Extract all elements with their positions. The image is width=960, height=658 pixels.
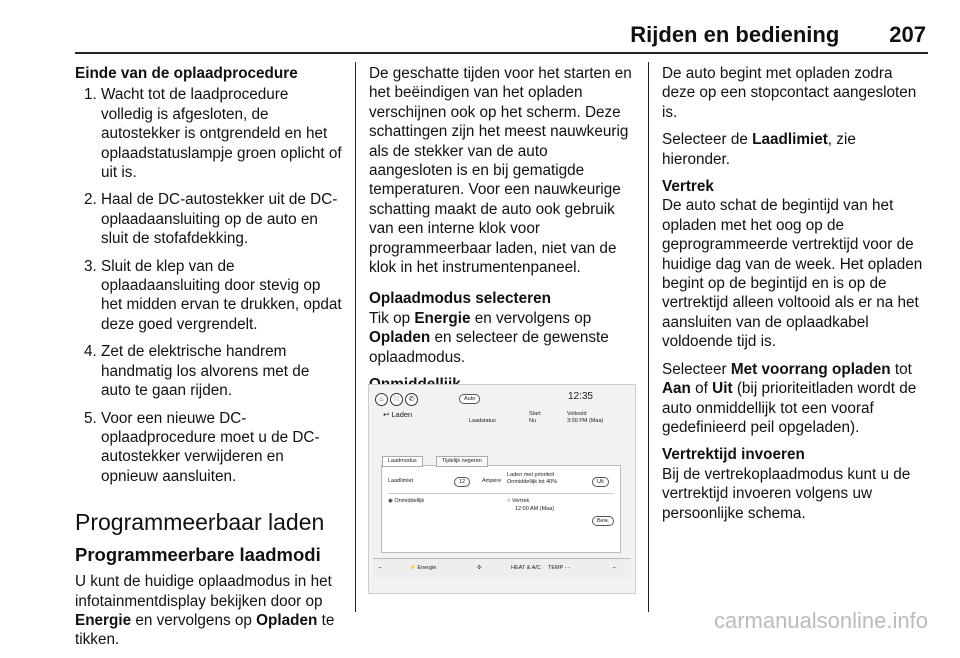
paragraph-laadlimiet: Selecteer de Laadlimiet, zie hieronder.	[662, 131, 856, 168]
heading-vertrek: Vertrek	[662, 178, 714, 196]
phone-icon: ✆	[405, 393, 418, 406]
step-3: 3. Sluit de klep van de oplaadaansluiting door stevig op het midden ervan te drukken, opdat deze goed vergrendelt.	[101, 257, 343, 335]
watermark: carmanualsonline.info	[713, 608, 928, 633]
screen-title: ↩ Laden	[383, 410, 413, 419]
screen-panel	[381, 458, 621, 553]
heading-laadmodi: Programmeerbare laadmodi	[75, 544, 321, 566]
screen-auto-button: Auto	[459, 394, 480, 404]
screen-uit-button: Uit	[592, 477, 609, 487]
screen-nu: Nu	[529, 418, 537, 424]
screen-voltooid-value: 3:00 PM (Maa)	[567, 418, 604, 424]
paragraph-schattingen: De geschatte tijden voor het starten en het beëindigen van het opladen verschijnen ook op het scherm. Deze schattingen zijn het meest nauwkeurig als de stekker van de auto aangesloten is en bij gematigde temperaturen. Voor een nauwkeurige schatting maakt de auto ook gebruik van een interne klok voor programmeerbaar laden, niet van de klok in het instrumentenpaneel.	[369, 65, 632, 277]
screen-vertrek-value: 12:00 AM (Maa)	[515, 506, 555, 512]
section-title: Rijden en bediening	[630, 22, 840, 47]
paragraph-voorrang: Selecteer Met voorrang opladen tot Aan of Uit (bij prioriteitladen wordt de auto onmiddellijk tot een vooraf gedefinieerd peil opgeladen).	[662, 360, 917, 436]
column-divider-2	[648, 62, 649, 612]
screen-laadstatus: Laadstatus	[469, 418, 496, 424]
page-header	[630, 22, 926, 48]
screen-onmiddellijk-option: ◉ Onmiddellijk	[388, 498, 425, 504]
screen-prio: Laden met prioriteit	[507, 472, 555, 478]
page-number: 207	[889, 22, 926, 47]
column-3	[662, 64, 928, 531]
screen-vertrek-option: ○ Vertrek	[507, 498, 530, 504]
header-rule	[75, 52, 928, 54]
screen-ampere-value: 12	[454, 477, 470, 487]
fan-icon: ✣	[477, 565, 482, 571]
home-icon: ⌂	[375, 393, 388, 406]
screen-energie: ⚡ Energie	[409, 565, 437, 571]
seat-heat-icon: ⌐	[613, 565, 617, 571]
screen-time: 12:35	[567, 391, 593, 402]
column-divider-1	[355, 62, 356, 612]
column-1	[75, 64, 343, 658]
screen-tab-negeren: Tijdelijk negeren	[436, 456, 488, 467]
screen-temp: TEMP - -	[548, 565, 570, 571]
screen-ampere-label: Ampère	[482, 478, 502, 484]
paragraph-oplaadmodus: Tik op Energie en vervolgens op Opladen en selecteer de gewenste oplaadmodus.	[369, 309, 609, 366]
screen-laadlimiet: Laadlimiet	[388, 478, 414, 484]
screen-start-label: Start	[529, 411, 541, 417]
steps-list	[75, 85, 343, 486]
paragraph-vertrektijd: Bij de vertrekoplaadmodus kunt u de vertrektijd invoeren volgens uw persoonlijke schema.	[662, 465, 911, 522]
screen-bew-button: Bew.	[592, 516, 614, 526]
screen-heat: HEAT & A/C	[511, 565, 541, 571]
seat-icon: ⌐	[379, 565, 383, 571]
column-2	[369, 64, 633, 395]
heading-vertrektijd: Vertrektijd invoeren	[662, 446, 805, 464]
paragraph-laadmodi: U kunt de huidige oplaadmodus in het infotainmentdisplay bekijken door op Energie en vervolgens op Opladen te tikken.	[75, 573, 335, 649]
step-5: 5. Voor een nieuwe DC-oplaadprocedure moet u de DC-autostekker verwijderen en opnieuw aansluiten.	[101, 409, 343, 487]
step-2: 2. Haal de DC-autostekker uit de DC-oplaadaansluiting op de auto en sluit de stofafdekking.	[101, 190, 343, 248]
screen-tab-laadmodus: Laadmodus	[382, 456, 423, 467]
apps-icon: ∷	[390, 393, 403, 406]
infotainment-screen-illustration	[368, 384, 636, 594]
paragraph-begint: De auto begint met opladen zodra deze op een stopcontact aangesloten is.	[662, 65, 917, 121]
heading-einde: Einde van de oplaadprocedure	[75, 65, 298, 82]
heading-oplaadmodus: Oplaadmodus selecteren	[369, 290, 551, 308]
screen-top-bar	[373, 391, 631, 405]
paragraph-vertrek: De auto schat de begintijd van het opladen met het oog op de geprogrammeerde vertrektijd voor de huidige dag van de week. Het opladen begint op de begintijd en is op de vertrektijd alleen voltooid als er na het aansluiten van de oplaadkabel voldoende tijd is.	[662, 197, 923, 351]
step-4: 4. Zet de elektrische handrem handmatig los alvorens met de auto te gaan rijden.	[101, 342, 343, 400]
screen-voltooid-label: Voltooid	[567, 411, 587, 417]
step-1: 1. Wacht tot de laadprocedure volledig is afgesloten, de autostekker is ontgrendeld en het oplaadstatuslampje groen oplicht of uit is.	[101, 85, 343, 182]
screen-prio-sub: Onmiddellijk tot 40%	[507, 479, 558, 485]
screen-bottom-bar	[373, 558, 631, 579]
heading-programmeerbaar: Programmeerbaar laden	[75, 509, 325, 536]
